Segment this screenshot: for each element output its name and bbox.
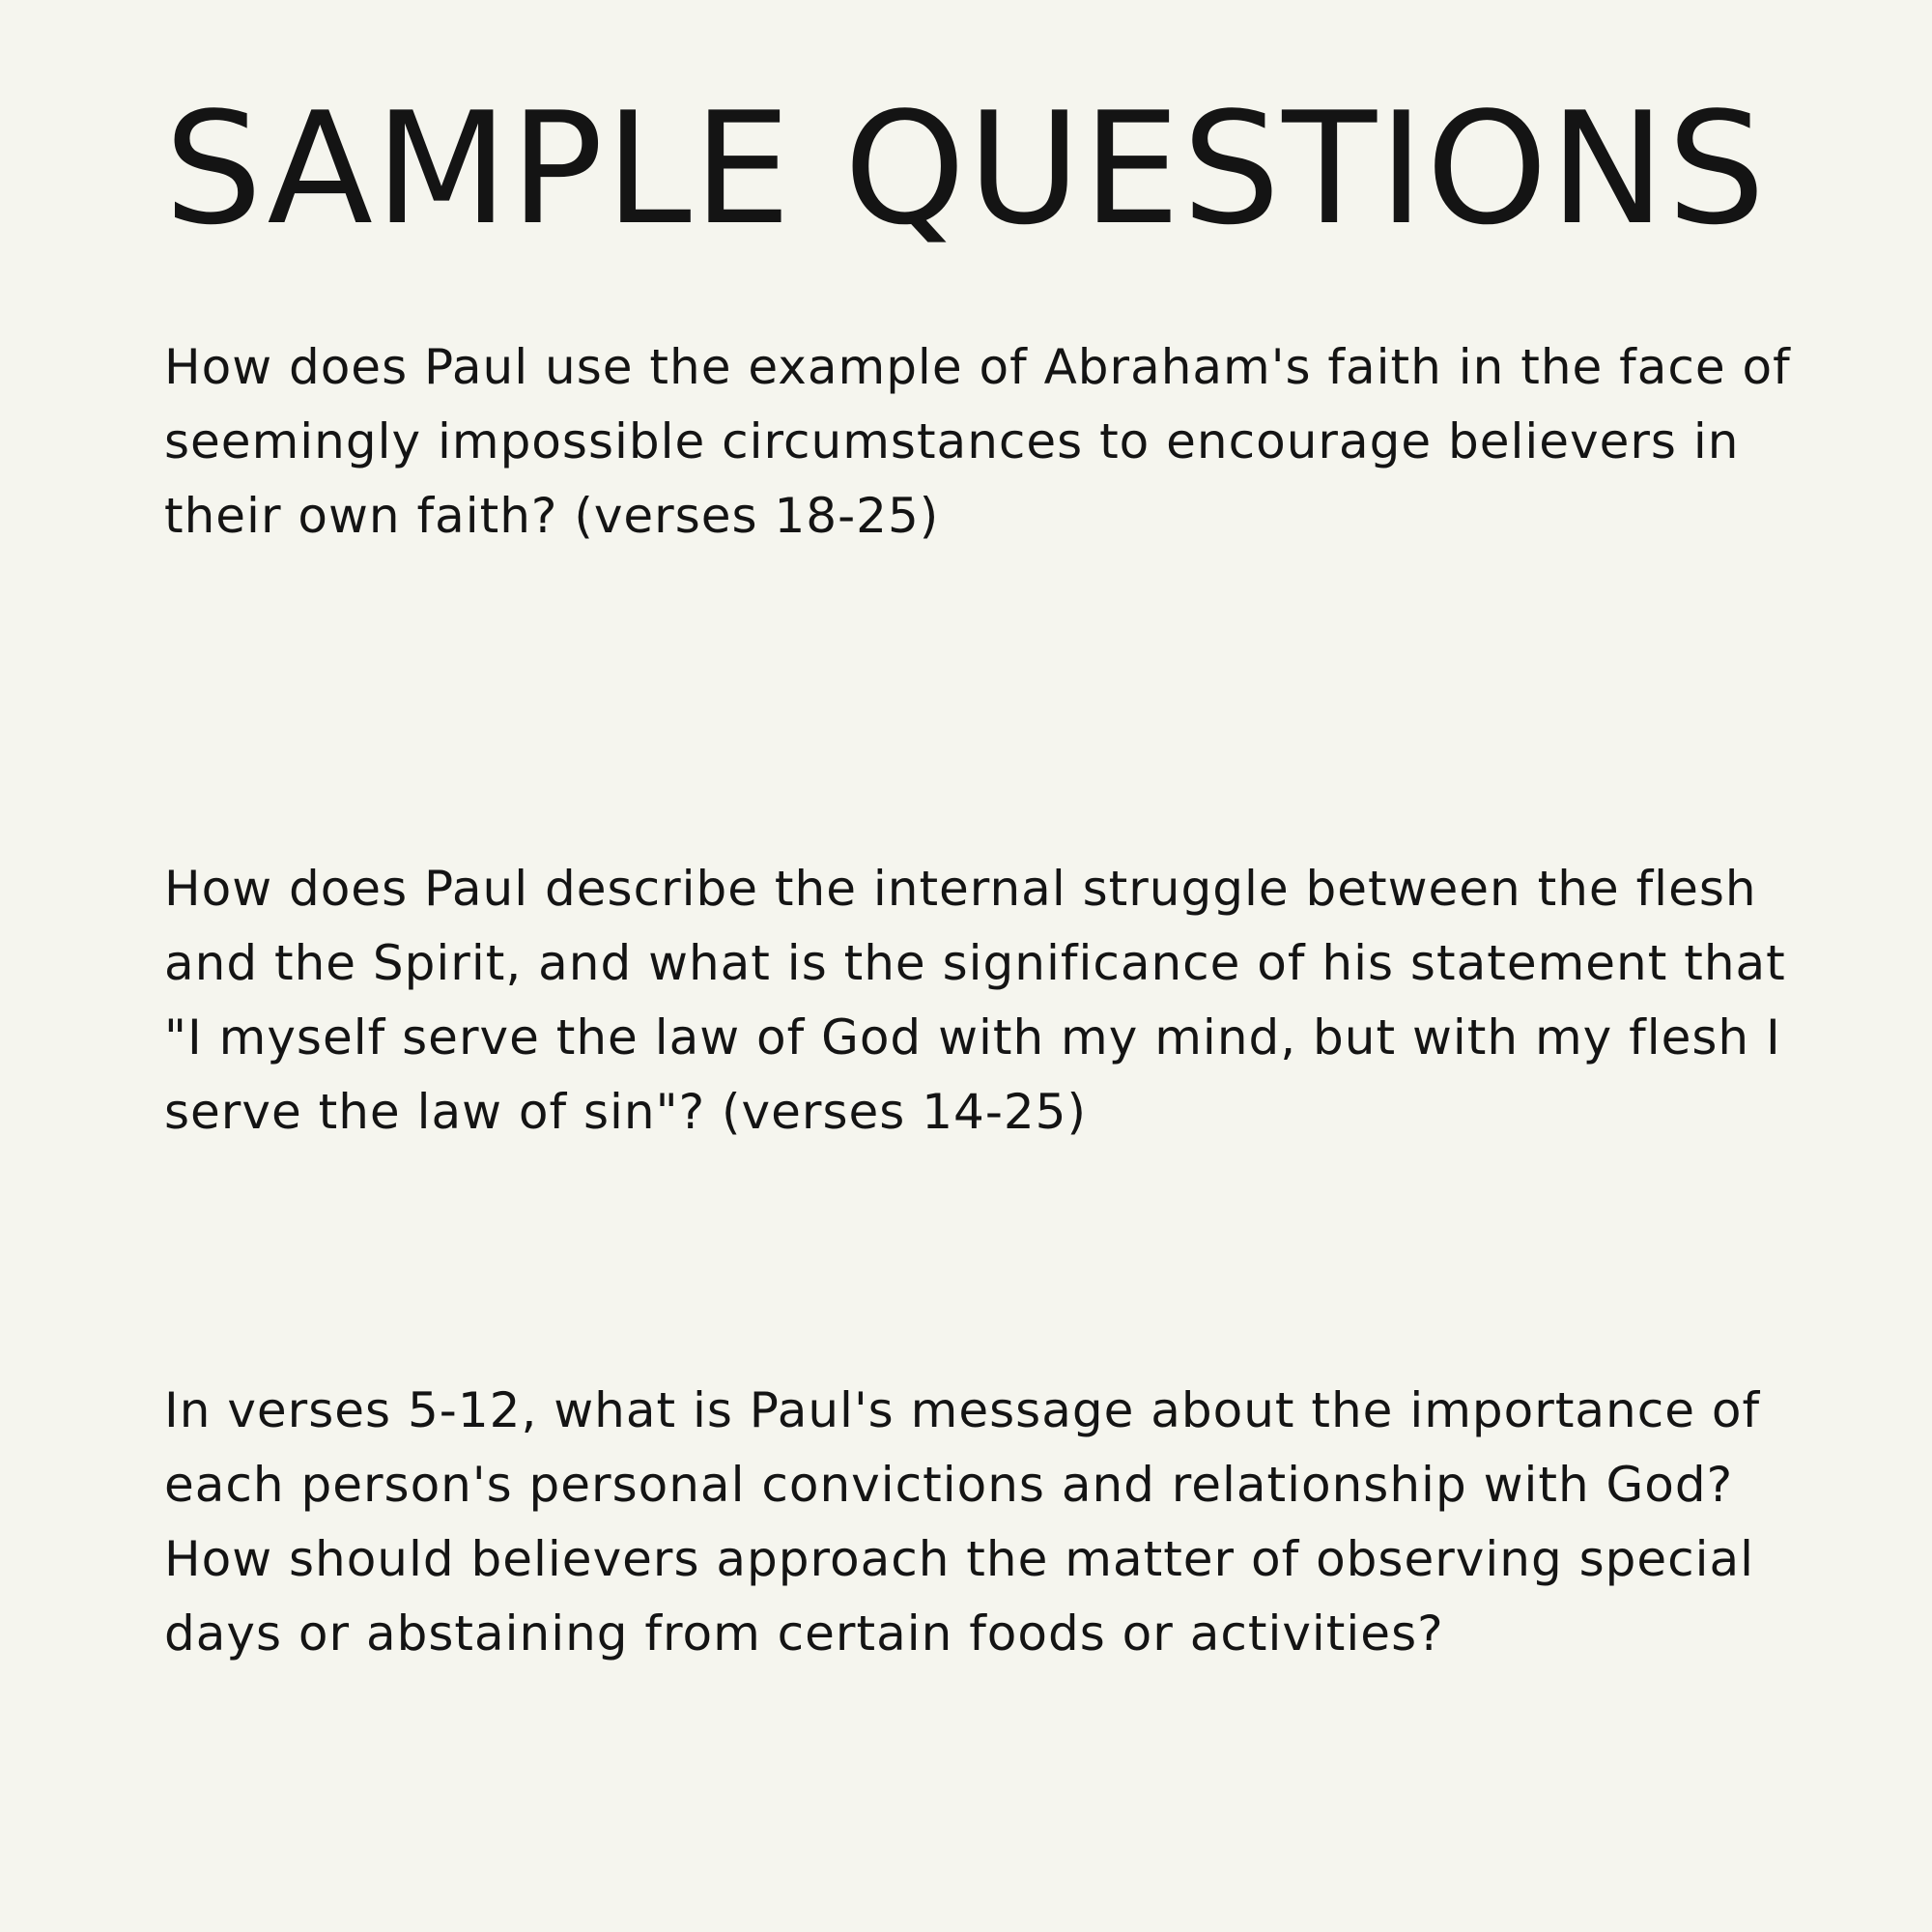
question-1: How does Paul use the example of Abraham's faith in the face of seemingly impossible circumstances to encourage believers in their own faith? (verses 18-25) [164,339,1791,544]
page-title: SAMPLE QUESTIONS [164,78,1768,259]
question-3: In verses 5-12, what is Paul's message about the importance of each person's personal convictions and relationship with God? How should believers approach the matter of observing special days or abstaining from certain foods or activities? [164,1382,1761,1662]
question-2: How does Paul describe the internal struggle between the flesh and the Spirit, and what is the significance of his statement that "I myself serve the law of God with my mind, but with my flesh I serve the law of sin"? (verses 14-25) [164,861,1786,1140]
